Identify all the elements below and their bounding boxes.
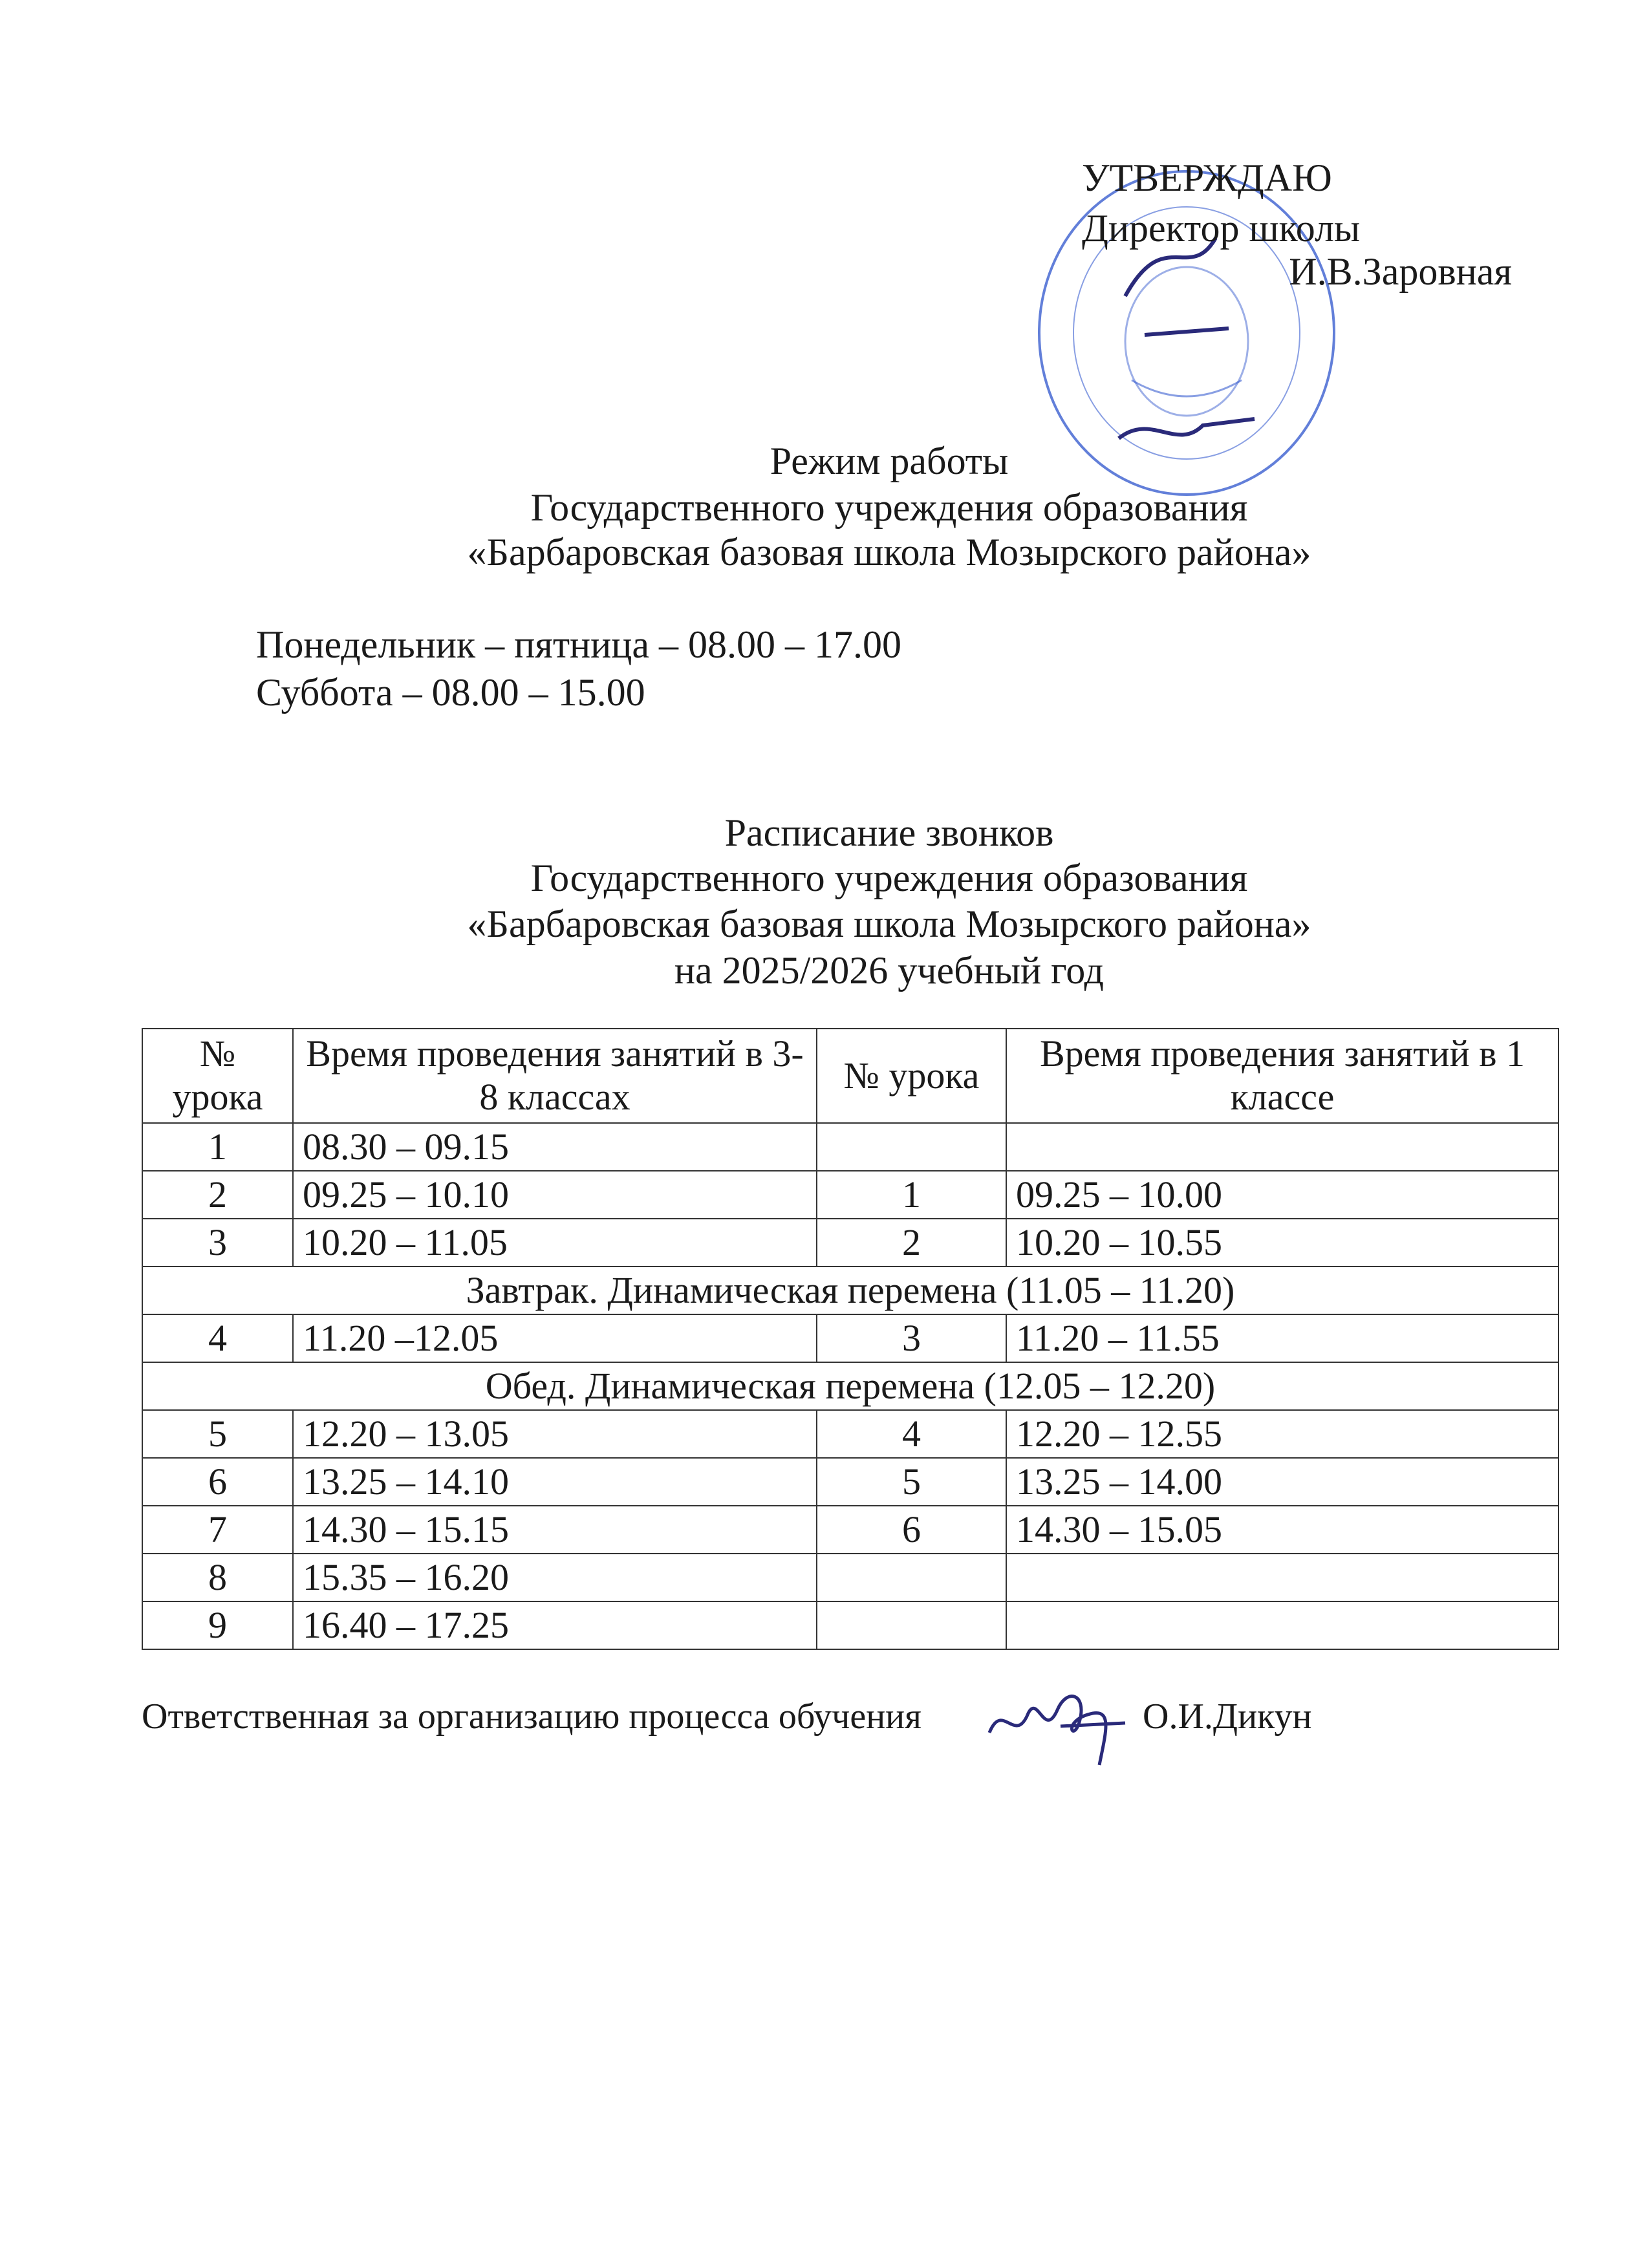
table-row — [142, 1601, 1558, 1649]
break-cell: Обед. Динамическая перемена (12.05 – 12.20) — [142, 1362, 1558, 1410]
work-mode-org-line2: «Барбаровская базовая школа Мозырского района» — [467, 531, 1311, 573]
lesson-number-senior: 9 — [142, 1601, 293, 1649]
lesson-number-first — [817, 1123, 1006, 1171]
responsible-label: Ответственная за организацию процесса обучения — [142, 1696, 921, 1737]
weekday-hours: Понедельник – пятница – 08.00 – 17.00 — [256, 623, 901, 666]
lesson-number-first: 1 — [817, 1171, 1006, 1219]
break-row — [142, 1267, 1558, 1314]
header-time-first: Время проведения занятий в 1 классе — [1006, 1029, 1558, 1123]
lesson-number-first: 2 — [817, 1219, 1006, 1267]
time-senior: 09.25 – 10.10 — [293, 1171, 817, 1219]
lesson-number-first: 6 — [817, 1506, 1006, 1554]
time-senior: 10.20 – 11.05 — [293, 1219, 817, 1267]
time-first: 09.25 – 10.00 — [1006, 1171, 1558, 1219]
table-row — [142, 1410, 1558, 1458]
time-first — [1006, 1554, 1558, 1601]
work-mode-org-line1: Государственного учреждения образования — [530, 486, 1248, 529]
time-first: 13.25 – 14.00 — [1006, 1458, 1558, 1506]
table-row — [142, 1171, 1558, 1219]
signature-icon — [983, 1674, 1132, 1771]
table-row — [142, 1123, 1558, 1171]
schedule-org-line2: «Барбаровская базовая школа Мозырского района» — [467, 903, 1311, 945]
lesson-number-first — [817, 1554, 1006, 1601]
time-first — [1006, 1123, 1558, 1171]
bell-schedule-table — [142, 1028, 1559, 1650]
time-first: 14.30 – 15.05 — [1006, 1506, 1558, 1554]
break-cell: Завтрак. Динамическая перемена (11.05 – 11.20) — [142, 1267, 1558, 1314]
approval-name: И.В.Заровная — [1289, 250, 1512, 293]
lesson-number-senior: 8 — [142, 1554, 293, 1601]
break-row — [142, 1362, 1558, 1410]
lesson-number-first: 3 — [817, 1314, 1006, 1362]
table-row — [142, 1506, 1558, 1554]
lesson-number-first — [817, 1601, 1006, 1649]
lesson-number-first: 5 — [817, 1458, 1006, 1506]
time-senior: 15.35 – 16.20 — [293, 1554, 817, 1601]
table-row — [142, 1554, 1558, 1601]
table-row — [142, 1314, 1558, 1362]
lesson-number-first: 4 — [817, 1410, 1006, 1458]
time-senior: 16.40 – 17.25 — [293, 1601, 817, 1649]
time-senior: 12.20 – 13.05 — [293, 1410, 817, 1458]
work-mode-title: Режим работы — [770, 440, 1009, 482]
time-senior: 08.30 – 09.15 — [293, 1123, 817, 1171]
table-header-row — [142, 1029, 1558, 1123]
approval-position: Директор школы — [1082, 207, 1361, 250]
saturday-hours: Суббота – 08.00 – 15.00 — [256, 671, 645, 714]
table-row — [142, 1458, 1558, 1506]
lesson-number-senior: 7 — [142, 1506, 293, 1554]
responsible-name: О.И.Дикун — [1143, 1696, 1312, 1737]
lesson-number-senior: 2 — [142, 1171, 293, 1219]
time-first — [1006, 1601, 1558, 1649]
lesson-number-senior: 3 — [142, 1219, 293, 1267]
lesson-number-senior: 1 — [142, 1123, 293, 1171]
time-first: 12.20 – 12.55 — [1006, 1410, 1558, 1458]
time-senior: 14.30 – 15.15 — [293, 1506, 817, 1554]
lesson-number-senior: 6 — [142, 1458, 293, 1506]
schedule-title: Расписание звонков — [724, 811, 1054, 854]
table-row — [142, 1219, 1558, 1267]
header-lesson-number-senior: № урока — [142, 1029, 293, 1123]
time-first: 10.20 – 10.55 — [1006, 1219, 1558, 1267]
lesson-number-senior: 5 — [142, 1410, 293, 1458]
header-time-senior: Время проведения занятий в 3-8 классах — [293, 1029, 817, 1123]
approval-title: УТВЕРЖДАЮ — [1082, 156, 1332, 199]
time-senior: 11.20 –12.05 — [293, 1314, 817, 1362]
header-lesson-number-first: № урока — [817, 1029, 1006, 1123]
time-first: 11.20 – 11.55 — [1006, 1314, 1558, 1362]
schedule-year: на 2025/2026 учебный год — [674, 949, 1105, 992]
time-senior: 13.25 – 14.10 — [293, 1458, 817, 1506]
schedule-org-line1: Государственного учреждения образования — [530, 857, 1248, 899]
lesson-number-senior: 4 — [142, 1314, 293, 1362]
